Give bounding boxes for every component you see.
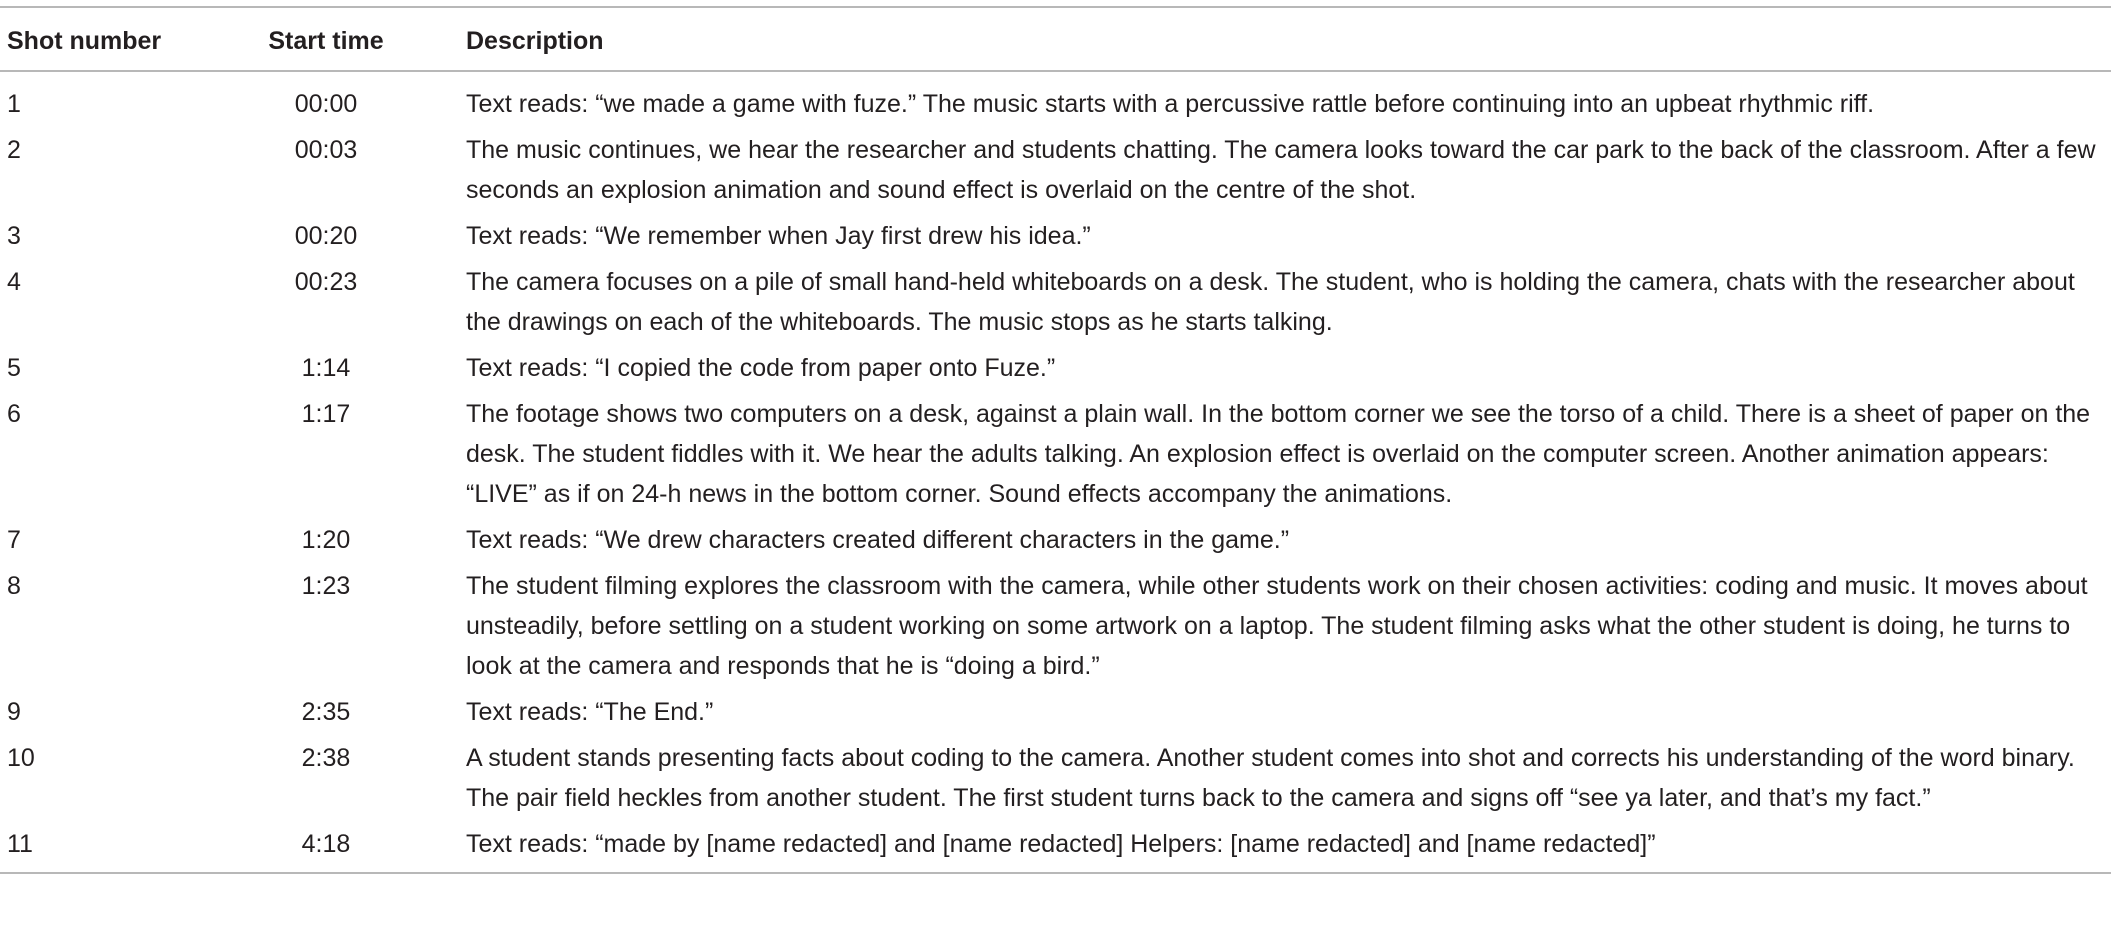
table-row: [0, 392, 2111, 518]
table-row: [0, 518, 2111, 564]
table-row: [0, 736, 2111, 822]
table-header: [0, 8, 2111, 71]
table-row: [0, 822, 2111, 872]
cell-start-time: 1:23: [301, 572, 351, 600]
cell-description: The footage shows two computers on a desk, against a plain wall. In the bottom corner we see the torso of a child. There is a sheet of paper on the desk. The student fiddles with it. We hear the adults talking. An explosion effect is overlaid on the computer screen. Another animation appears: “LIVE” as if on 24-h news in the bottom corner. Sound effects accompany the animations.: [466, 400, 2091, 508]
cell-description: Text reads: “We drew characters created different characters in the game.”: [466, 526, 1290, 554]
table-row: [0, 214, 2111, 260]
table-row: [0, 346, 2111, 392]
cell-shot-number: 5: [7, 354, 21, 382]
cell-shot-number: 11: [7, 830, 33, 858]
cell-description: The student filming explores the classroom with the camera, while other students work on their chosen activities: coding and music. It moves about unsteadily, before settling on a student working on some artwork on a laptop. The student filming asks what the other student is doing, he turns to look at the camera and responds that he is “doing a bird.”: [466, 572, 2088, 680]
table-body: [0, 71, 2111, 872]
cell-start-time: 1:20: [301, 526, 351, 554]
cell-shot-number: 1: [7, 90, 21, 118]
cell-description: Text reads: “we made a game with fuze.” The music starts with a percussive rattle before continuing into an upbeat rhythmic riff.: [466, 90, 1875, 118]
cell-description: A student stands presenting facts about coding to the camera. Another student comes into shot and corrects his understanding of the word binary. The pair field heckles from another student. The first student turns back to the camera and signs off “see ya later, and that’s my fact.”: [466, 744, 2075, 812]
cell-shot-number: 10: [7, 744, 35, 772]
header-row: [0, 8, 2111, 71]
header-shot-number: Shot number: [0, 8, 186, 71]
table-row: [0, 564, 2111, 690]
table-row: [0, 690, 2111, 736]
cell-start-time: 2:35: [301, 698, 351, 726]
cell-description: Text reads: “The End.”: [466, 698, 714, 726]
cell-shot-number: 2: [7, 136, 21, 164]
shot-table: [0, 8, 2111, 872]
table-row: [0, 260, 2111, 346]
cell-start-time: 1:14: [301, 354, 351, 382]
table-row: [0, 128, 2111, 214]
cell-start-time: 00:20: [294, 222, 358, 250]
cell-start-time: 00:23: [294, 268, 358, 296]
cell-start-time: 00:03: [294, 136, 358, 164]
cell-shot-number: 6: [7, 400, 21, 428]
cell-start-time: 1:17: [301, 400, 351, 428]
cell-start-time: 4:18: [301, 830, 351, 858]
cell-description: Text reads: “I copied the code from paper onto Fuze.”: [466, 354, 1056, 382]
cell-start-time: 00:00: [294, 90, 358, 118]
header-description: Description: [466, 8, 2111, 71]
shot-table-container: [0, 6, 2111, 874]
cell-shot-number: 9: [7, 698, 21, 726]
cell-description: The camera focuses on a pile of small hand-held whiteboards on a desk. The student, who is holding the camera, chats with the researcher about the drawings on each of the whiteboards. The music stops as he starts talking.: [466, 268, 2075, 336]
cell-description: Text reads: “We remember when Jay first drew his idea.”: [466, 222, 1091, 250]
cell-description: The music continues, we hear the researcher and students chatting. The camera looks toward the car park to the back of the classroom. After a few seconds an explosion animation and sound effect is overlaid on the centre of the shot.: [466, 136, 2096, 204]
cell-shot-number: 7: [7, 526, 21, 554]
cell-description: Text reads: “made by [name redacted] and [name redacted] Helpers: [name redacted] and [name redacted]”: [466, 830, 1656, 858]
table-row: [0, 71, 2111, 128]
cell-start-time: 2:38: [301, 744, 351, 772]
header-start-time: Start time: [186, 8, 466, 71]
cell-shot-number: 8: [7, 572, 21, 600]
cell-shot-number: 4: [7, 268, 21, 296]
cell-shot-number: 3: [7, 222, 21, 250]
